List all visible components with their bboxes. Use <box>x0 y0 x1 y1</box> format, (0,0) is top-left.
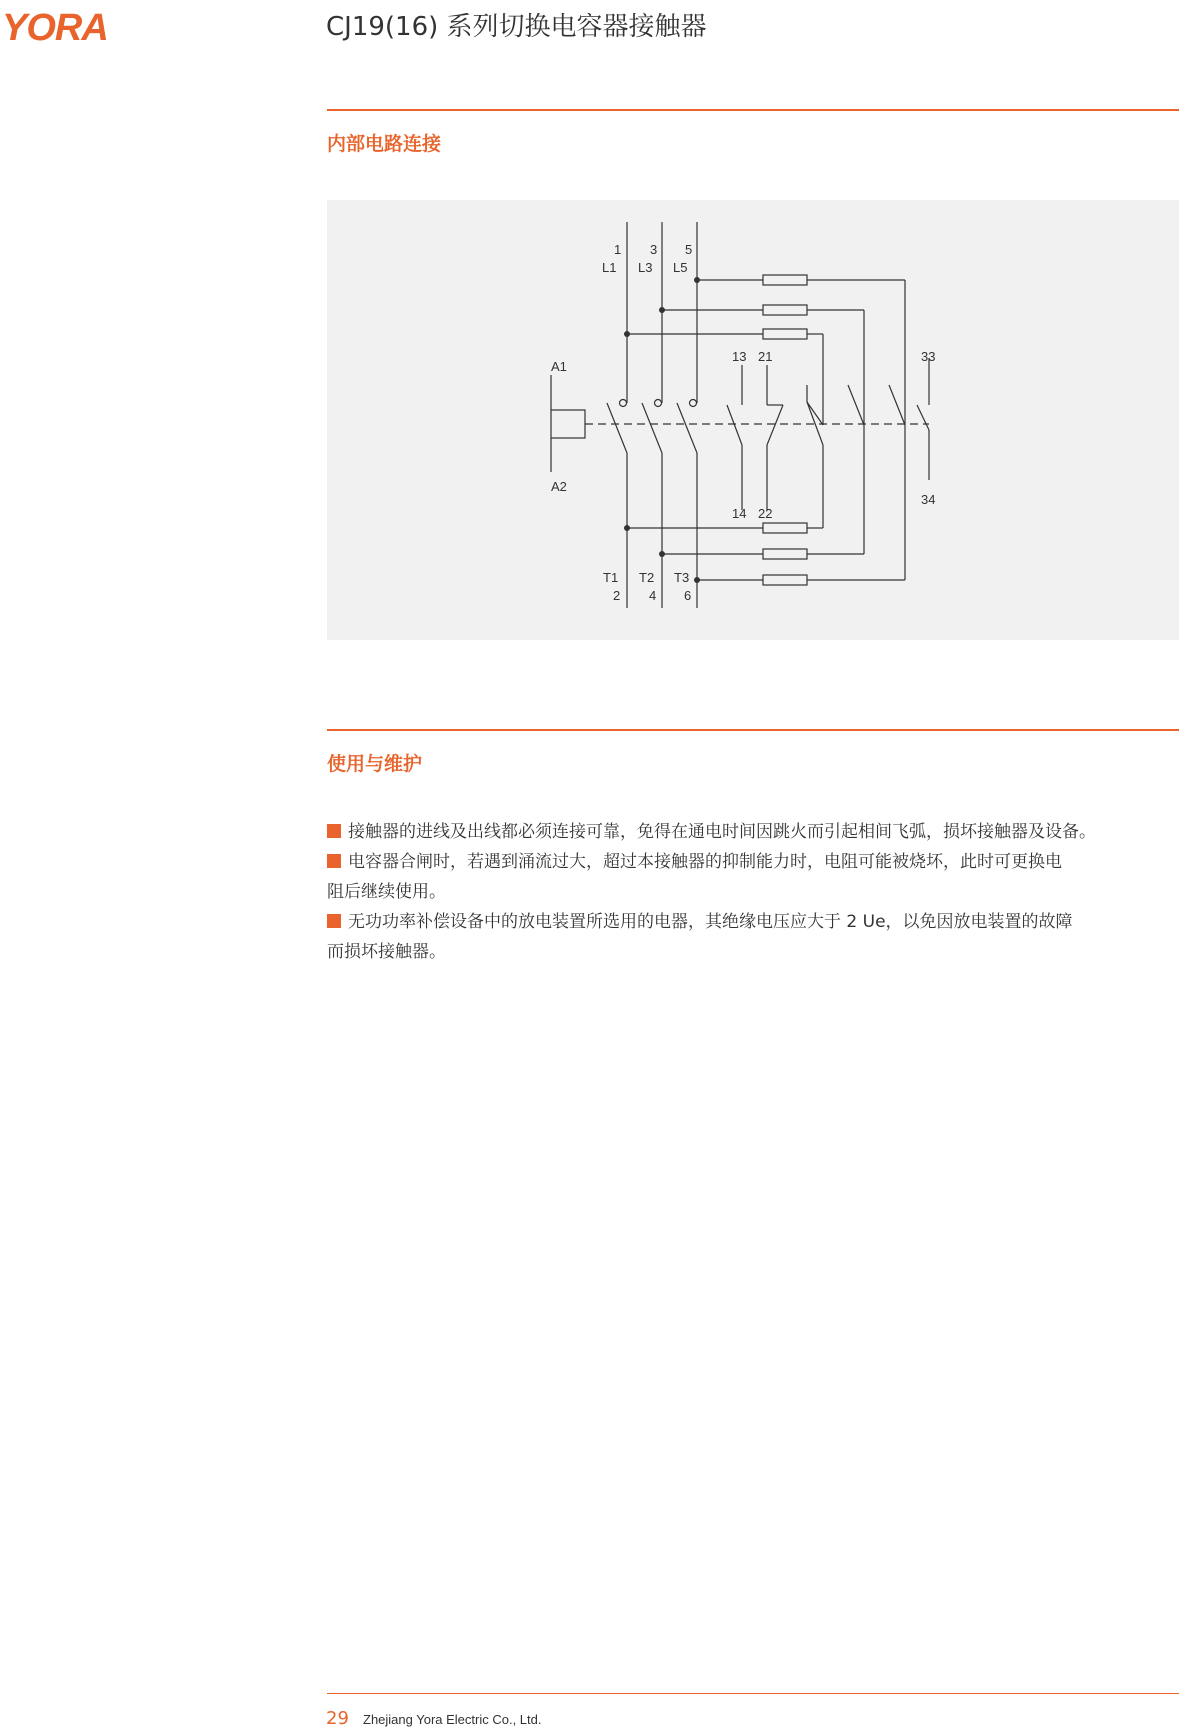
terminal-number-6: 6 <box>684 588 692 603</box>
aux-contact-33-34 <box>917 405 929 430</box>
bullet-square-icon <box>327 854 341 868</box>
terminal-label-l5: L5 <box>673 260 688 275</box>
yora-logo <box>0 2 116 48</box>
aux-label-21: 21 <box>758 349 773 364</box>
coil <box>551 410 585 438</box>
aux-label-33: 33 <box>921 349 936 364</box>
resistor <box>763 329 807 339</box>
aux-contact-13-14 <box>727 405 742 445</box>
document-title: CJ19(16) 系列切换电容器接触器 <box>326 12 707 42</box>
circuit-diagram <box>327 200 1179 640</box>
usage-item-2 <box>327 847 1187 907</box>
main-contact-blade <box>677 403 697 453</box>
main-contact-blade <box>607 403 627 453</box>
terminal-number-5: 5 <box>685 242 693 257</box>
wire <box>807 402 823 425</box>
section-heading-circuit: 内部电路连接 <box>327 133 442 155</box>
junction-dot <box>624 525 630 531</box>
main-contact-fixed <box>655 400 662 407</box>
usage-item-3 <box>327 907 1187 967</box>
usage-item-1 <box>327 817 1187 847</box>
coil-label-a2: A2 <box>551 479 567 494</box>
usage-text: 阻后继续使用。 <box>327 882 446 902</box>
resistor <box>763 575 807 585</box>
terminal-number-3: 3 <box>650 242 658 257</box>
aux-label-34: 34 <box>921 492 936 507</box>
terminal-number-1: 1 <box>614 242 622 257</box>
terminal-label-t1: T1 <box>603 570 619 585</box>
junction-dot <box>624 331 630 337</box>
circuit-diagram-svg <box>327 200 1179 640</box>
aux-contact-21-22 <box>767 405 783 445</box>
terminal-number-4: 4 <box>649 588 657 603</box>
section-rule <box>327 109 1179 111</box>
junction-dot <box>659 307 665 313</box>
junction-dot <box>659 551 665 557</box>
main-contact-fixed <box>690 400 697 407</box>
resistor <box>763 523 807 533</box>
usage-list <box>327 817 1187 967</box>
resistor-switch-3 <box>889 385 905 425</box>
logo-text: YORA <box>2 7 108 48</box>
coil-label-a1: A1 <box>551 359 567 374</box>
company-name: Zhejiang Yora Electric Co., Ltd. <box>363 1712 542 1727</box>
footer-rule <box>327 1693 1179 1694</box>
resistor <box>763 305 807 315</box>
main-contact-fixed <box>620 400 627 407</box>
bullet-square-icon <box>327 914 341 928</box>
main-contact-blade <box>642 403 662 453</box>
terminal-number-2: 2 <box>613 588 621 603</box>
terminal-label-t3: T3 <box>674 570 690 585</box>
section-heading-usage: 使用与维护 <box>327 753 423 775</box>
aux-label-14: 14 <box>732 506 747 521</box>
junction-dot <box>694 277 700 283</box>
resistor-switch-2 <box>848 385 864 425</box>
usage-text: 无功功率补偿设备中的放电装置所选用的电器，其绝缘电压应大于 2 Ue，以免因放电装置的故障 <box>348 912 1073 932</box>
section-rule <box>327 729 1179 731</box>
usage-text: 电容器合闸时，若遇到涌流过大，超过本接触器的抑制能力时，电阻可能被烧坏，此时可更换电 <box>348 852 1062 872</box>
junction-dot <box>694 577 700 583</box>
terminal-label-l1: L1 <box>602 260 617 275</box>
resistor <box>763 275 807 285</box>
page-number: 29 <box>326 1708 349 1729</box>
usage-text: 而损坏接触器。 <box>327 942 446 962</box>
terminal-label-t2: T2 <box>639 570 655 585</box>
aux-label-13: 13 <box>732 349 747 364</box>
usage-text: 接触器的进线及出线都必须连接可靠，免得在通电时间因跳火而引起相间飞弧，损坏接触器及设备。 <box>348 822 1096 842</box>
terminal-label-l3: L3 <box>638 260 653 275</box>
aux-label-22: 22 <box>758 506 773 521</box>
resistor <box>763 549 807 559</box>
bullet-square-icon <box>327 824 341 838</box>
